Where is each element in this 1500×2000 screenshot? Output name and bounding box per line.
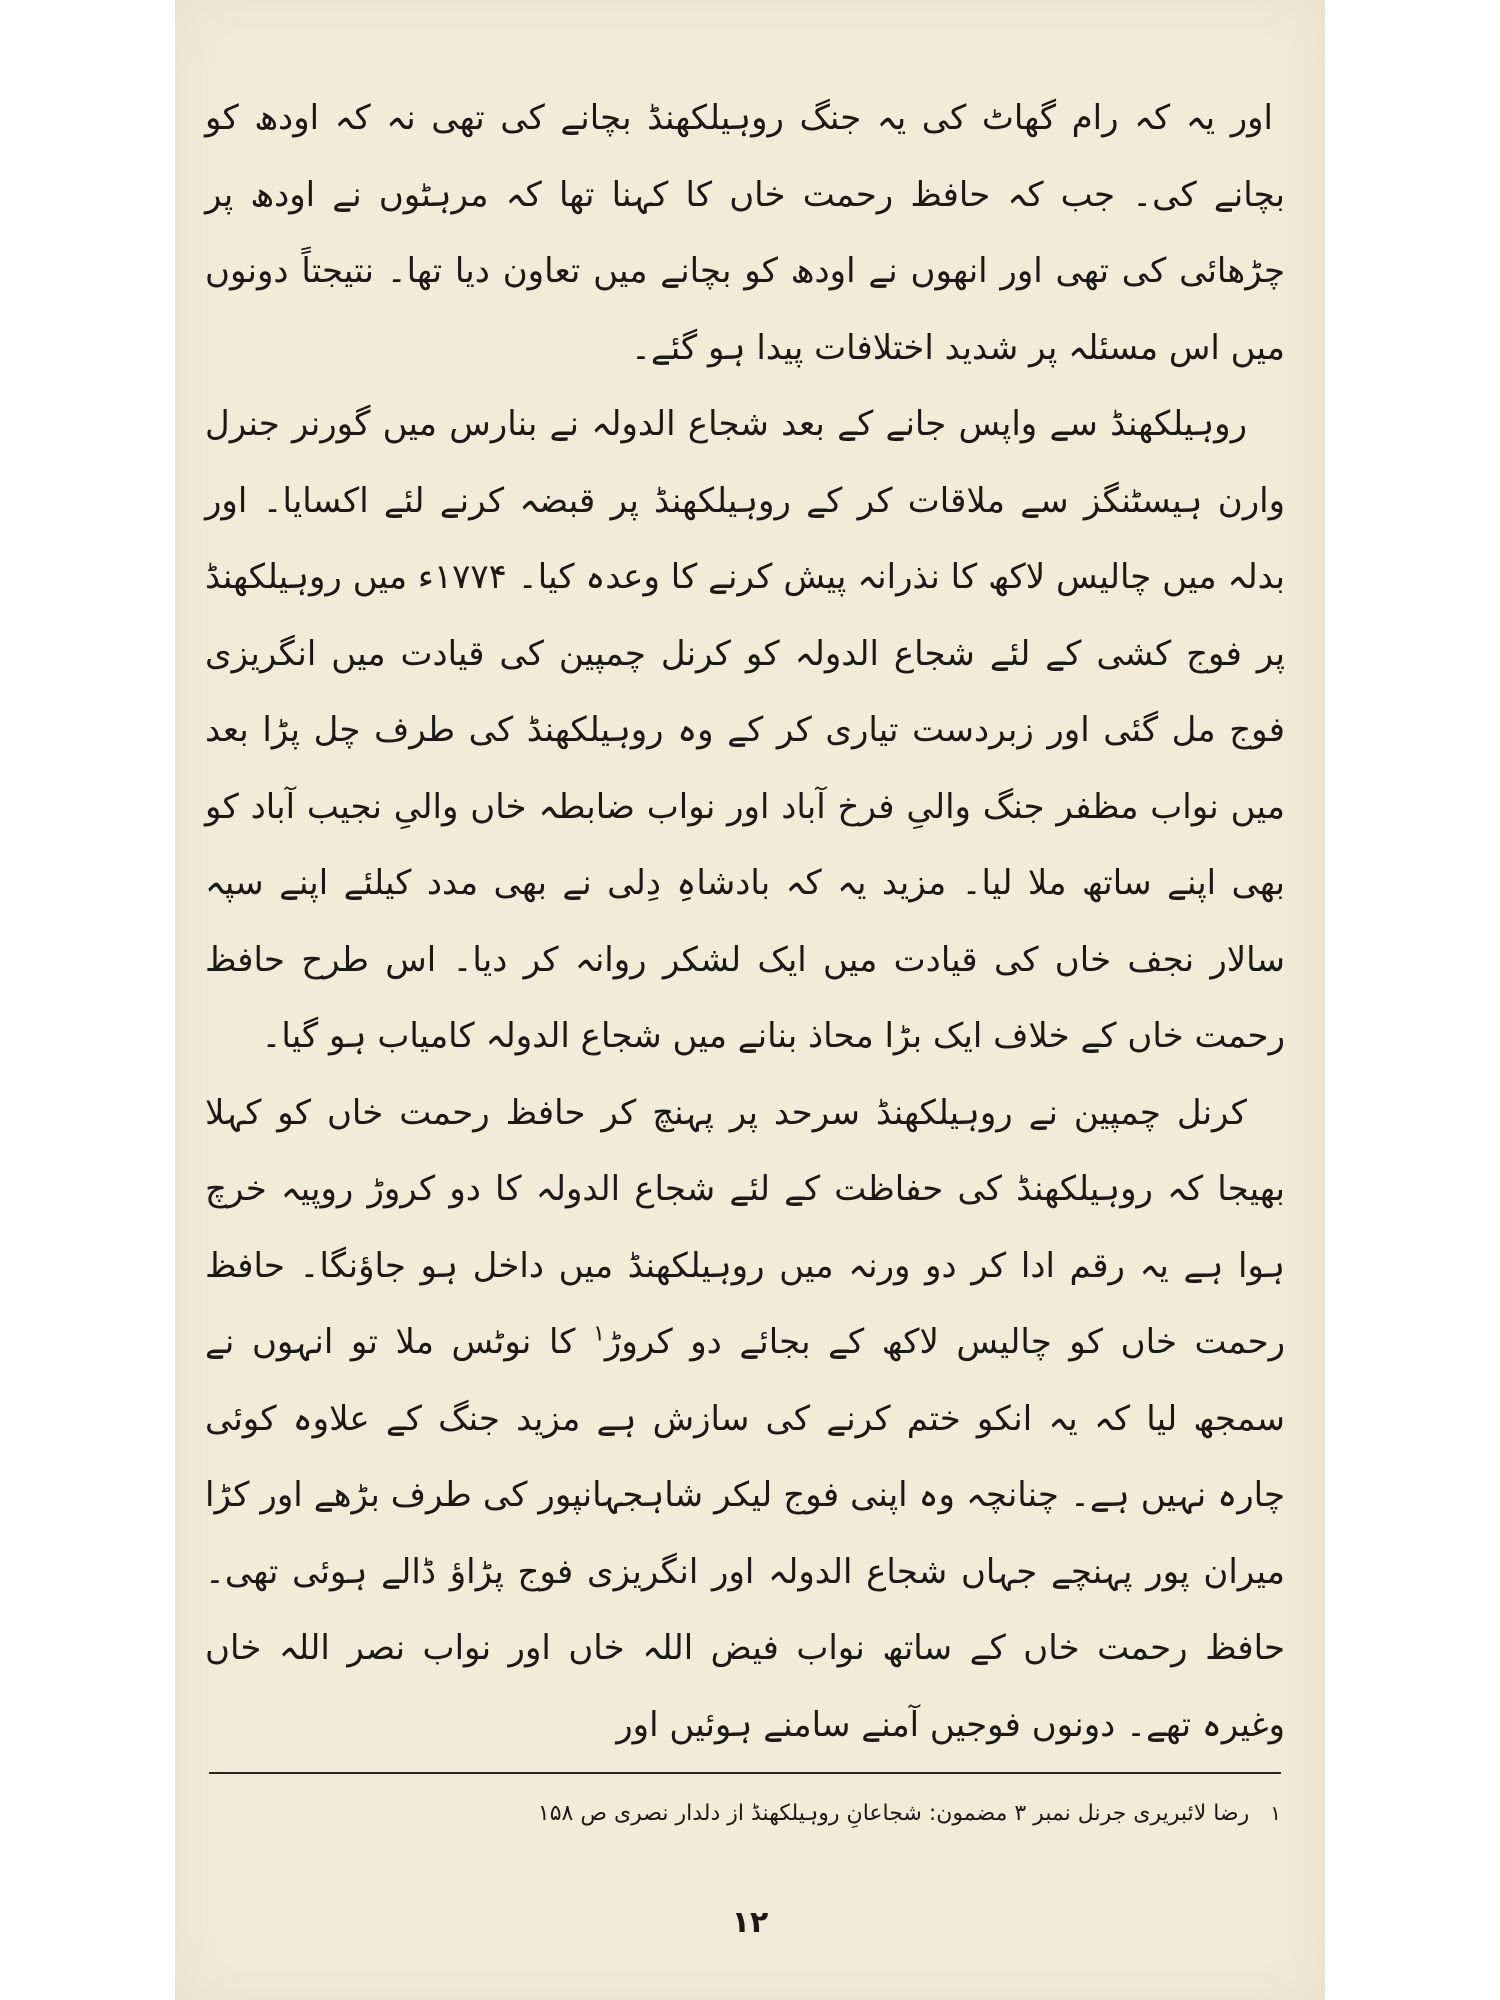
paragraph-2: روہیلکھنڈ سے واپس جانے کے بعد شجاع الدولہ نے بنارس میں گورنر جنرل وارن ہیسٹنگز سے ملاقات کر کے روہیلکھنڈ پر قبضہ کرنے لئے اکسایا۔ اور بدلہ میں چالیس لاکھ کا نذرانہ پیش کرنے کا وعدہ کیا۔ ۱۷۷۴ء میں روہیلکھنڈ پر فوج کشی کے لئے شجاع الدولہ کو کرنل چمپین کی قیادت میں انگریزی فوج مل گئی اور زبردست تیاری کر کے وہ روہیلکھنڈ کی طرف چل پڑا بعد میں نواب مظفر جنگ والیِ فرخ آباد اور نواب ضابطہ خاں والیِ نجیب آباد کو بھی اپنے ساتھ ملا لیا۔ مزید یہ کہ بادشاہِ دِلی نے بھی مدد کیلئے اپنے سپہ سالار نجف خاں کی قیادت میں ایک لشکر روانہ کر دیا۔ اس طرح حافظ رحمت خاں کے خلاف ایک بڑا محاذ بنانے میں شجاع الدولہ کامیاب ہو گیا۔ [205, 404, 1285, 1056]
book-page [175, 0, 1325, 2000]
page-number: ۱۲ [731, 1905, 769, 1940]
footnote [209, 1788, 1281, 1839]
footnote-label: ۱ [1270, 1801, 1281, 1825]
footnote-reference-marker: ۱ [593, 1321, 605, 1347]
footnote-text: رضا لائبریری جرنل نمبر ۳ مضمون: شجاعانِ روہیلکھنڈ از دلدار نصری ص ۱۵۸ [537, 1801, 1250, 1826]
paragraph-3-continuation: کا نوٹس ملا تو انہوں نے سمجھ لیا کہ یہ انکو ختم کرنے کی سازش ہے مزید جنگ کے علاوہ کوئی چارہ نہیں ہے۔ چنانچہ وہ اپنی فوج لیکر شاہجہانپور کی طرف بڑھے اور کڑا میران پور پہنچے جہاں شجاع الدولہ اور انگریزی فوج پڑاؤ ڈالے ہوئی تھی۔ حافظ رحمت خاں کے ساتھ نواب فیض اللہ خاں اور نواب نصر اللہ خاں وغیرہ تھے۔ دونوں فوجیں آمنے سامنے ہوئیں اور [205, 1322, 1285, 1745]
paragraph-3-text: کرنل چمپین نے روہیلکھنڈ سرحد پر پہنچ کر حافظ رحمت خاں کو کہلا بھیجا کہ روہیلکھنڈ کی حفاظت کے لئے شجاع الدولہ کا دو کروڑ روپیہ خرچ ہوا ہے یہ رقم ادا کر دو ورنہ میں روہیلکھنڈ میں داخل ہو جاؤنگا۔ حافظ رحمت خاں کو چالیس لاکھ کے بجائے دو کروڑ [205, 1092, 1286, 1362]
body-text [205, 80, 1285, 1763]
paragraph-3 [205, 1075, 1285, 1764]
footnote-divider [209, 1772, 1281, 1774]
paragraph-1: اور یہ کہ رام گھاٹ کی یہ جنگ روہیلکھنڈ بچانے کی تھی نہ کہ اودھ کو بچانے کی۔ جب کہ حافظ رحمت خاں کا کہنا تھا کہ مرہٹوں نے اودھ پر چڑھائی کی تھی اور انھوں نے اودھ کو بچانے میں تعاون دیا تھا۔ نتیجتاً دونوں میں اس مسئلہ پر شدید اختلافات پیدا ہو گئے۔ [205, 98, 1285, 368]
